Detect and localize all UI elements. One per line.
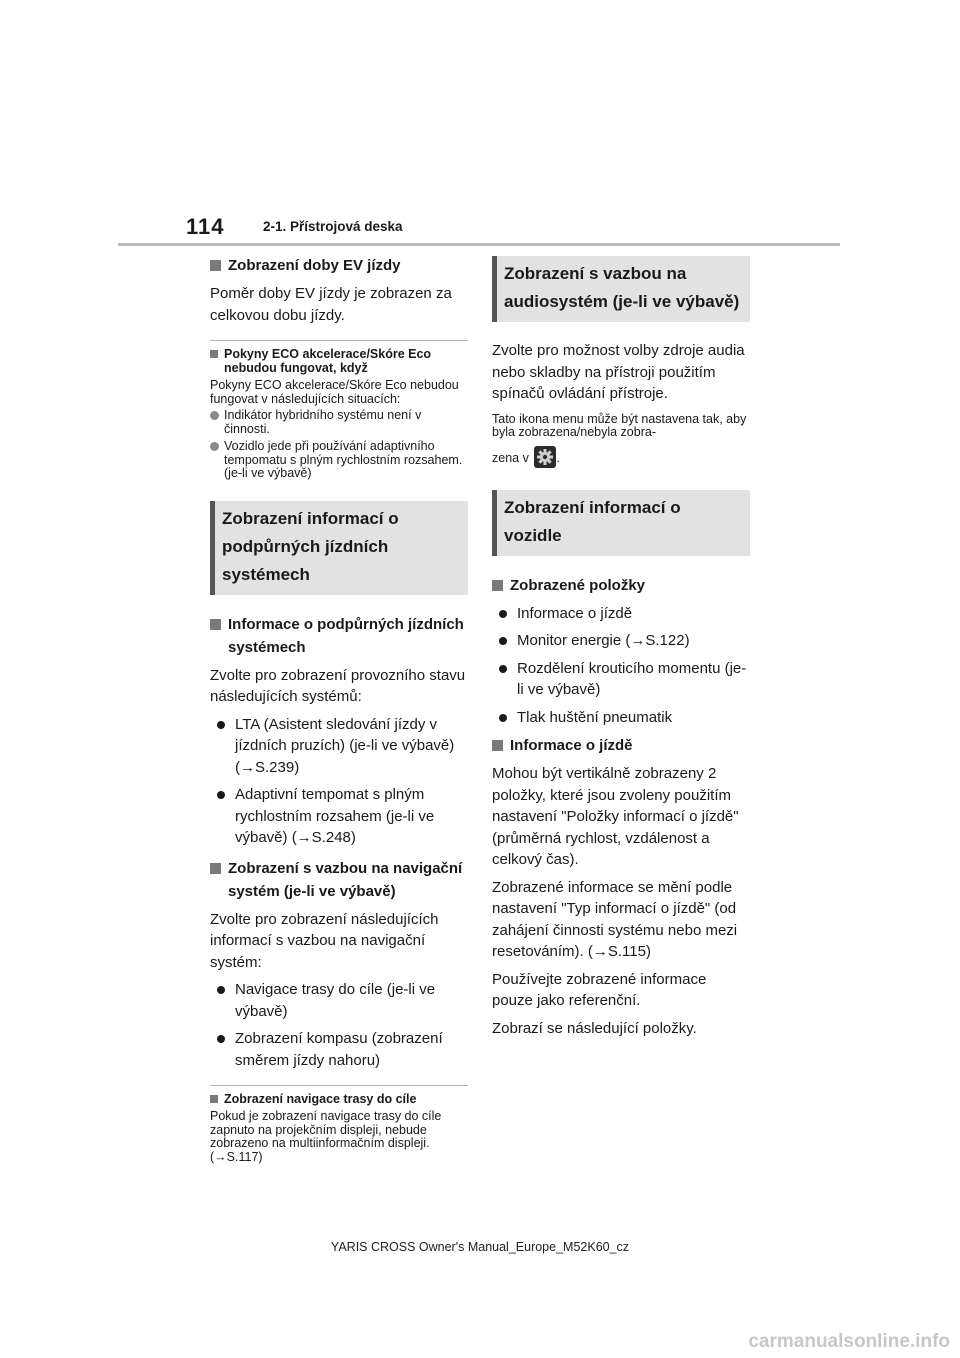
trip-info-paragraph: Zobrazené informace se mění podle nastavení "Typ informací o jízdě" (od zahájení činnosti systému nebo mezi resetováním). (→S.115) [492,878,738,960]
bullet-icon [499,665,507,673]
trip-info-paragraph: Zobrazí se následující položky. [492,1019,697,1037]
left-column [210,254,468,1167]
navigation-note-text: Pokud je zobrazení navigace trasy do cíle zapnuto na projekčním displeji, nebude zobrazeno na multiinformačním displeji. (→S.117) [210,1109,442,1164]
audio-note: Tato ikona menu může být nastavena tak, aby byla zobrazena/nebyla zobra- [492,411,747,439]
bullet-icon [499,714,507,722]
vehicle-info-section-title: Zobrazení informací o vozidle [492,490,750,556]
square-bullet-icon [492,580,503,591]
watermark: carmanualsonline.info [748,1331,950,1352]
list-item: Adaptivní tempomat s plným rychlostním rozsahem (je-li ve výbavě) (→S.248) [210,784,468,849]
bullet-icon [499,610,507,618]
right-column [492,256,750,1045]
bullet-icon [217,791,225,799]
list-item: Navigace trasy do cíle (je-li ve výbavě) [210,979,468,1022]
list-item: Informace o jízdě [492,603,750,625]
audio-note-line2: zena v . [492,446,750,468]
ev-heading: Zobrazení doby EV jízdy [210,254,468,277]
navigation-note [210,1085,468,1164]
page-number: 114 [186,214,225,239]
eco-note-heading: Pokyny ECO akcelerace/Skóre Eco nebudou fungovat, když [210,347,468,375]
gear-icon [534,446,556,468]
trip-info-heading: Informace o jízdě [492,734,750,757]
list-item: Zobrazení kompasu (zobrazení směrem jízdy nahoru) [210,1028,468,1071]
list-item: Rozdělení krouticího momentu (je-li ve výbavě) [492,658,750,701]
driving-support-section-title: Zobrazení informací o podpůrných jízdních systémech [210,501,468,595]
square-bullet-icon [210,619,221,630]
displayed-items-heading: Zobrazené položky [492,574,750,597]
list-item: LTA (Asistent sledování jízdy v jízdních pruzích) (je-li ve výbavě) (→S.239) [210,714,468,779]
header-rule [118,243,840,246]
audio-text: Zvolte pro možnost volby zdroje audia nebo skladby na přístroji použitím spínačů ovládání přístroje. [492,342,745,402]
trip-info-paragraph: Mohou být vertikálně zobrazeny 2 položky, které jsou zvoleny použitím nastavení "Položky informací o jízdě" (průměrná rychlost, vzdálenost a celkový čas). [492,765,739,868]
bullet-icon [217,721,225,729]
driving-support-heading: Informace o podpůrných jízdních systémech [210,613,468,659]
navigation-text: Zvolte pro zobrazení následujících informací s vazbou na navigační systém: [210,910,439,971]
list-item: Vozidlo jede při používání adaptivního tempomatu s plným rychlostním rozsahem. (je-li ve výbavě) [210,440,468,481]
bullet-icon [217,1035,225,1043]
audio-section-title: Zobrazení s vazbou na audiosystém (je-li ve výbavě) [492,256,750,322]
square-bullet-icon [210,350,218,358]
square-bullet-icon [492,740,503,751]
bullet-icon [217,986,225,994]
footer-manual-id: YARIS CROSS Owner's Manual_Europe_M52K60_cz [330,1240,630,1254]
eco-note [210,340,468,481]
section-title: 2-1. Přístrojová deska [263,219,403,234]
square-bullet-icon [210,1095,218,1103]
list-item: Monitor energie (→S.122) [492,630,750,652]
list-item: Tlak huštění pneumatik [492,707,750,729]
square-bullet-icon [210,863,221,874]
navigation-note-heading: Zobrazení navigace trasy do cíle [210,1092,468,1106]
list-item: Indikátor hybridního systému není v činnosti. [210,409,468,436]
circle-bullet-icon [210,442,219,451]
ev-text: Poměr doby EV jízdy je zobrazen za celkovou dobu jízdy. [210,285,452,324]
eco-note-text: Pokyny ECO akcelerace/Skóre Eco nebudou fungovat v následujících situacích: [210,378,459,406]
square-bullet-icon [210,260,221,271]
navigation-heading: Zobrazení s vazbou na navigační systém (je-li ve výbavě) [210,857,468,903]
trip-info-paragraph: Používejte zobrazené informace pouze jako referenční. [492,970,707,1009]
driving-support-text: Zvolte pro zobrazení provozního stavu následujících systémů: [210,666,466,705]
bullet-icon [499,637,507,645]
circle-bullet-icon [210,411,219,420]
